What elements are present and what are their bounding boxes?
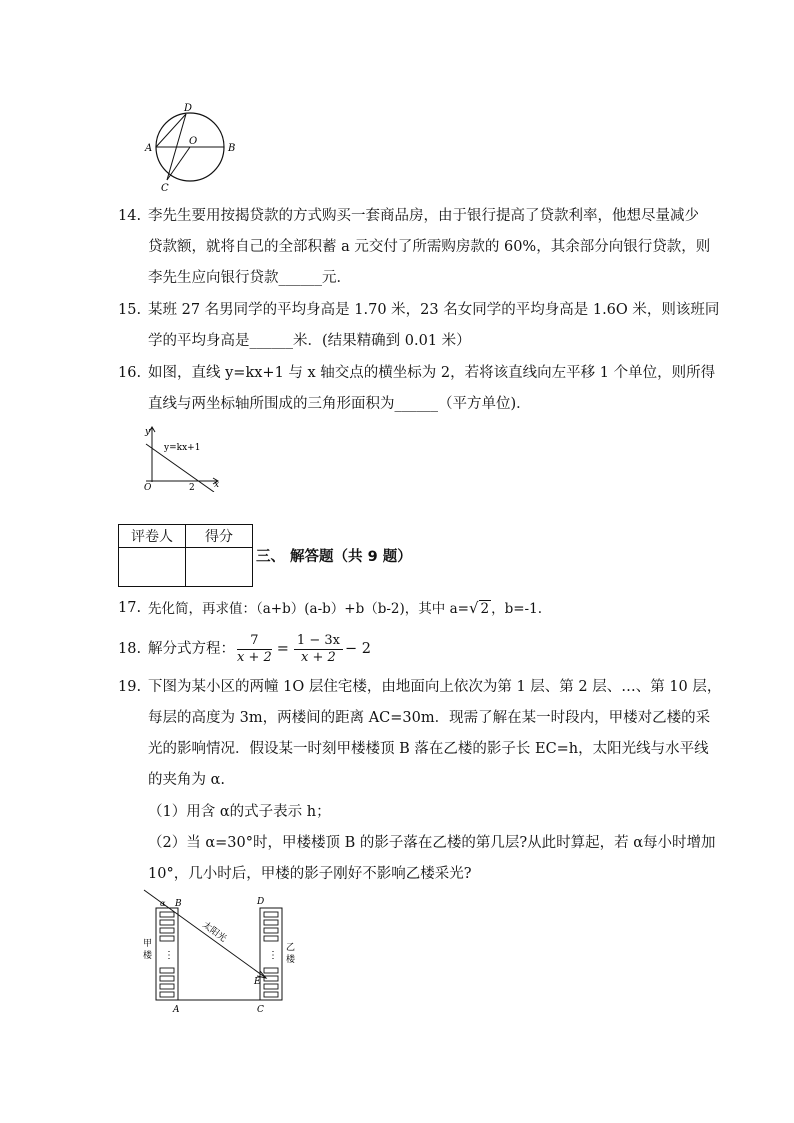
score-cell: [186, 548, 253, 587]
question-15-number: 15.: [118, 302, 142, 318]
label-a: A: [173, 1005, 180, 1015]
q15-line1: 某班 27 名男同学的平均身高是 1.70 米，23 名女同学的平均身高是 1.6O 米，则该班同: [148, 302, 720, 318]
grader-header: 评卷人: [119, 525, 186, 548]
q16-line1: 如图，直线 y=kx+1 与 x 轴交点的横坐标为 2，若将该直线向左平移 1 个单位，则所得: [148, 365, 716, 381]
fraction-1: [237, 633, 272, 666]
fraction-1-numerator: 7: [237, 633, 272, 650]
label-y: y: [145, 427, 151, 437]
question-18-number: 18.: [118, 641, 142, 657]
dots-jia: ⋮: [164, 950, 174, 961]
label-x: x: [214, 480, 220, 490]
section-title: 三、 解答题（共 9 题）: [256, 549, 412, 565]
label-b: B: [228, 143, 236, 154]
label-origin: O: [144, 483, 152, 492]
fraction-2-denominator: x + 2: [301, 649, 336, 665]
q19-line1: 下图为某小区的两幢 1O 层住宅楼，由地面向上依次为第 1 层、第 2 层、…、第 10 层，: [148, 679, 722, 695]
line-graph-figure: [138, 424, 228, 492]
sqrt-value: 2: [480, 601, 490, 617]
grader-cell: [119, 548, 186, 587]
q19-sub2-line1: （2）当 α=30°时，甲楼楼顶 B 的影子落在乙楼的第几层?从此时算起，若 α每小时增加: [148, 835, 716, 851]
label-d: D: [257, 897, 265, 907]
q18-post: − 2: [344, 641, 371, 657]
label-jia-1: 甲: [143, 939, 153, 949]
label-yi-2: 楼: [286, 955, 296, 965]
q16-line2: 直线与两坐标轴所围成的三角形面积为______（平方单位)．: [148, 396, 531, 412]
question-17-number: 17.: [118, 600, 142, 616]
equals-sign: =: [276, 641, 289, 657]
label-o: O: [189, 136, 198, 147]
label-c: C: [161, 183, 169, 192]
dots-yi: ⋮: [268, 950, 278, 961]
q18-pre: 解分式方程：: [148, 641, 235, 657]
label-alpha: α: [160, 899, 166, 908]
question-14-number: 14.: [118, 208, 142, 224]
q19-line2: 每层的高度为 3m，两楼间的距离 AC=30m．现需了解在某一时段内，甲楼对乙楼的采: [148, 710, 711, 726]
q19-sub1: （1）用含 α的式子表示 h；: [148, 804, 331, 820]
label-c: C: [257, 1005, 264, 1015]
question-19-number: 19.: [118, 679, 142, 695]
label-d: D: [184, 103, 193, 114]
q14-line3: 李先生应向银行贷款______元．: [148, 270, 351, 286]
fraction-2-numerator: 1 − 3x: [294, 633, 343, 650]
q14-line2: 贷款额，就将自己的全部积蓄 a 元交付了所需购房款的 60%，其余部分向银行贷款，则: [148, 239, 711, 255]
q19-sub2-line2: 10°，几小时后，甲楼的影子刚好不影响乙楼采光?: [148, 866, 472, 882]
label-e: E: [254, 977, 261, 987]
fraction-2: [294, 633, 343, 666]
q17-line: [148, 598, 542, 619]
q17-post: ，b=-1.: [491, 601, 542, 617]
label-yi-1: 乙: [286, 943, 296, 953]
label-b: B: [175, 899, 182, 909]
question-16-number: 16.: [118, 365, 142, 381]
label-sunlight: 太阳光: [200, 920, 228, 945]
label-a: A: [145, 143, 153, 154]
score-header: 得分: [186, 525, 253, 548]
label-two: 2: [189, 483, 195, 492]
label-jia-2: 楼: [143, 951, 153, 961]
q15-line2: 学的平均身高是______米．(结果精确到 0.01 米）: [148, 333, 471, 349]
circle-figure: [140, 100, 240, 192]
sqrt-icon: √: [468, 599, 479, 617]
q19-line4: 的夹角为 α.: [148, 772, 226, 788]
segment-co: [167, 147, 190, 180]
q18-equation: [148, 627, 371, 671]
q19-line3: 光的影响情况．假设某一时刻甲楼楼顶 B 落在乙楼的影子长 EC=h，太阳光线与水平线: [148, 741, 709, 757]
fraction-1-denominator: x + 2: [237, 649, 272, 665]
q14-line1: 李先生要用按揭贷款的方式购买一套商品房，由于银行提高了贷款利率，他想尽量减少: [148, 208, 699, 224]
buildings-figure: [138, 888, 308, 1018]
score-table: [118, 524, 253, 587]
label-equation: y=kx+1: [164, 443, 201, 453]
q17-pre: 先化简，再求值：（a+b）(a-b）+b（b-2)，其中 a=: [148, 601, 469, 617]
